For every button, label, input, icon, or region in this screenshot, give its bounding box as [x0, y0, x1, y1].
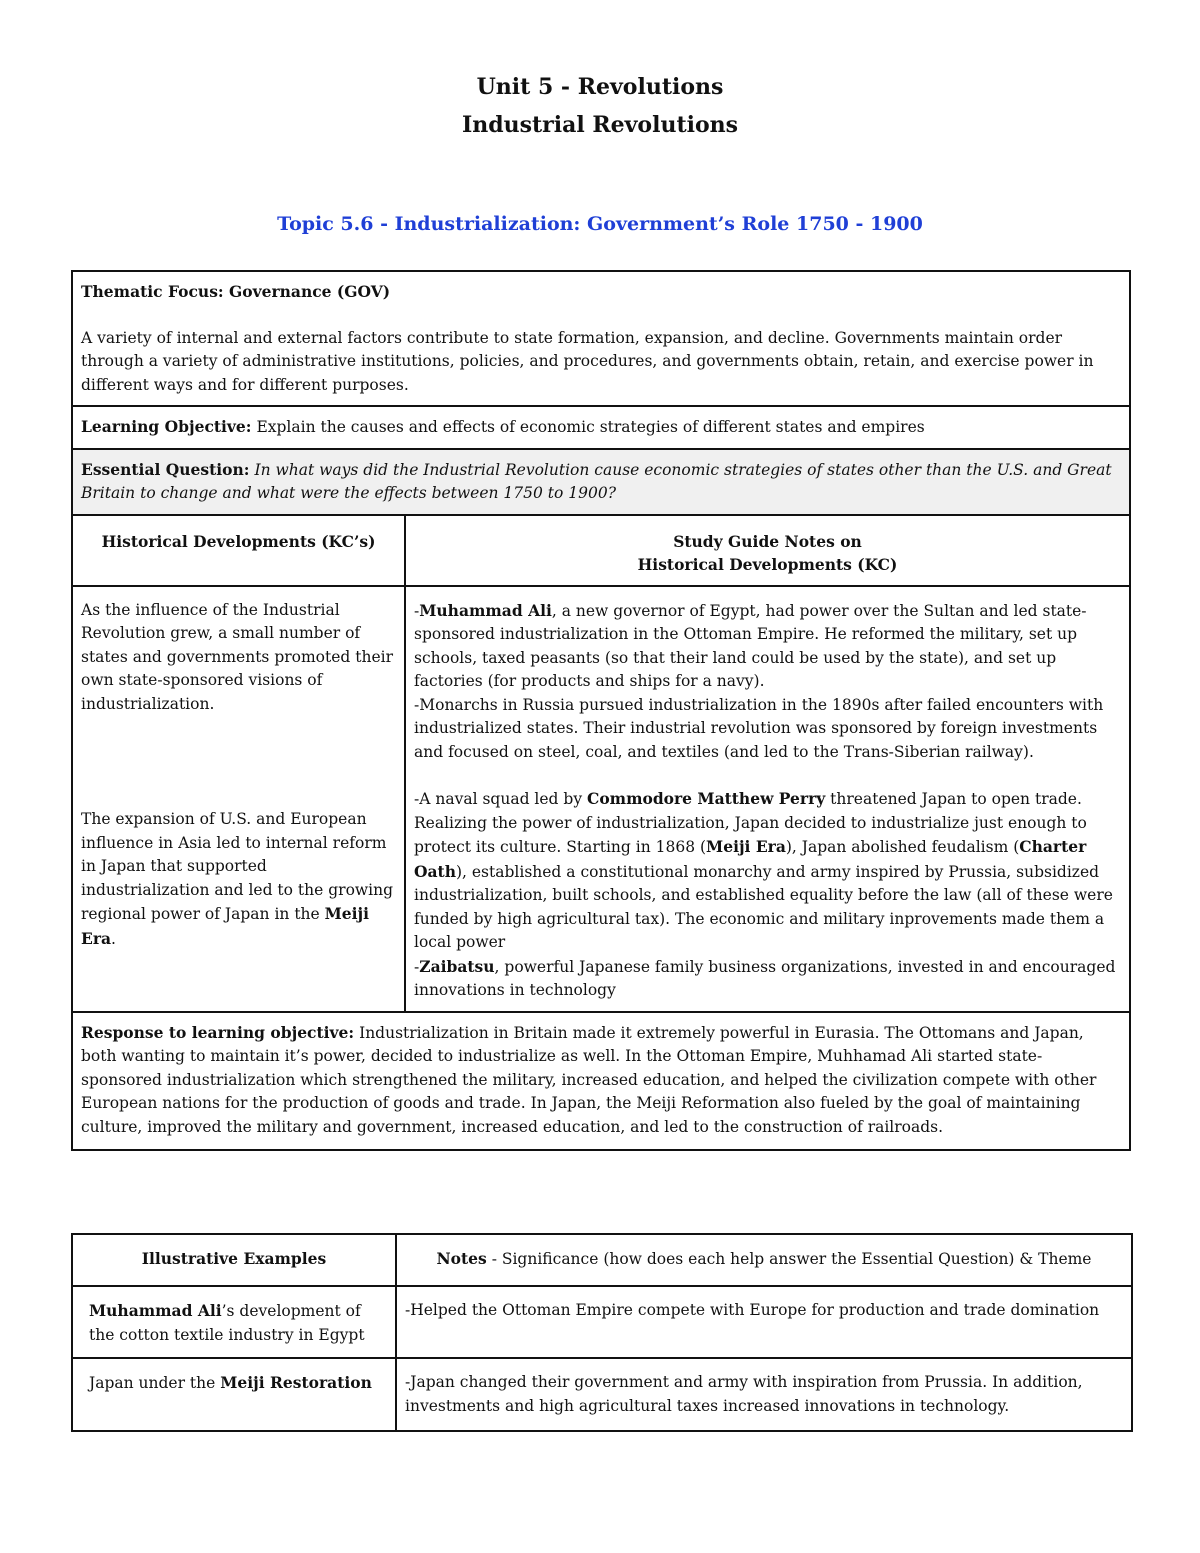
study-guide-table — [71, 270, 1131, 1151]
learning-objective-label: Learning Objective: — [81, 417, 252, 436]
response-label: Response to learning objective: — [81, 1022, 355, 1042]
topic-heading: Topic 5.6 - Industrialization: Government’s Role 1750 - 1900 — [277, 213, 923, 235]
notes-header-line2: Historical Developments (KC) — [637, 555, 898, 574]
example-note: -Helped the Ottoman Empire compete with Europe for production and trade domination — [396, 1286, 1132, 1358]
thematic-focus-text: A variety of internal and external factors contribute to state formation, expansion, and decline. Governments maintain order through a variety of administrative institutions, policies, and procedures, and governments obtain, retain, and exercise power in different ways and for different purposes. — [81, 328, 1094, 394]
example-text: ’s development of the cotton textile industry in Egypt — [89, 1302, 365, 1344]
thematic-focus-row — [72, 271, 1130, 406]
essential-question-row — [72, 449, 1130, 515]
notes-header-text: - Significance (how does each help answer the Essential Question) & Theme — [486, 1250, 1092, 1268]
notes-zaibatsu — [414, 955, 1119, 1003]
example-row — [72, 1286, 1132, 1358]
notes-dash: - — [414, 601, 420, 620]
learning-objective-row — [72, 406, 1130, 449]
notes-japan-text-2: threatened Japan to open trade. Realizing the power of industrialization, Japan decided to industrialize just enough to protect its culture. Starting in 1868 ( — [414, 790, 1087, 856]
notes-japan-text-4: ), established a constitutional monarchy and army inspired by Prussia, subsidized industrialization, built schools, and established equality before the law (all of these were funded by high agricultural tax). The economic and military inprovements made them a local power — [414, 862, 1113, 951]
perry-term: Commodore Matthew Perry — [587, 789, 826, 808]
unit-title: Unit 5 - Revolutions — [476, 74, 724, 100]
example-cell — [72, 1286, 396, 1358]
examples-header-row — [72, 1234, 1132, 1286]
charter-oath-term: Charter Oath — [414, 837, 1087, 881]
kc-1: As the influence of the Industrial Revolution grew, a small number of states and governments promoted their own state-sponsored visions of industrialization. — [81, 600, 394, 713]
learning-objective-cell — [72, 406, 1130, 449]
kc-2 — [81, 808, 394, 951]
essential-question-cell — [72, 449, 1130, 515]
response-cell — [72, 1012, 1130, 1151]
notes-label: Notes — [436, 1249, 487, 1268]
examples-header-left: Illustrative Examples — [72, 1234, 396, 1286]
notes-header-line1: Study Guide Notes on — [673, 531, 862, 551]
developments-body-row — [72, 586, 1130, 1012]
notes-zaibatsu-text: , powerful Japanese family business organizations, invested in and encouraged innovations in technology — [414, 957, 1116, 999]
notes-japan-text-3: ), Japan abolished feudalism ( — [785, 838, 1020, 856]
essential-question-text: In what ways did the Industrial Revolution cause economic strategies of states other than the U.S. and Great Britain to change and what were the effects between 1750 to 1900? — [81, 460, 1112, 502]
notes-cell — [405, 586, 1130, 1012]
example-row — [72, 1358, 1132, 1431]
kc-2-end: . — [111, 929, 116, 948]
page-subtitle: Industrial Revolutions — [461, 112, 739, 138]
notes-japan — [414, 787, 1119, 955]
developments-header-row — [72, 515, 1130, 586]
kc-2-text: The expansion of U.S. and European influence in Asia led to internal reform in Japan that supported industrialization and led to the growing regional power of Japan in the — [81, 810, 394, 923]
notes-japan-text-1: -A naval squad led by — [414, 790, 587, 808]
example-bold: Muhammad Ali — [89, 1301, 222, 1320]
example-note: -Japan changed their government and army with inspiration from Prussia. In addition, investments and high agricultural taxes increased innovations in technology. — [396, 1358, 1132, 1431]
learning-objective-text: Explain the causes and effects of economic strategies of different states and empires — [251, 418, 925, 436]
notes-ottoman-text: , a new governor of Egypt, had power over the Sultan and led state-sponsored industrialization in the Ottoman Empire. He reformed the military, set up schools, taxed peasants (so that their land could be used by the state), and set up factories (for products and ships for a navy). — [414, 601, 1087, 690]
thematic-focus-label: Thematic Focus: Governance (GOV) — [81, 282, 391, 301]
example-cell — [72, 1358, 396, 1431]
kc-2-bold: Meiji Era — [81, 904, 370, 948]
notes-russia: -Monarchs in Russia pursued industrialization in the 1890s after failed encounters with industrialized states. Their industrial revolution was sponsored by foreign investments and focused on steel, coal, and textiles (and led to the Trans-Siberian railway). — [414, 695, 1104, 761]
thematic-focus-cell — [72, 271, 1130, 406]
example-bold: Meiji Restoration — [220, 1373, 372, 1392]
notes-header — [405, 515, 1130, 586]
meiji-era-term: Meiji Era — [706, 837, 786, 856]
response-text: Industrialization in Britain made it extremely powerful in Eurasia. The Ottomans and Japan, both wanting to maintain it’s power, decided to industrialize as well. In the Ottoman Empire, Muhhamad Ali started state-sponsored industrialization which strengthened the military, increased education, and helped the civilization compete with other European nations for the production of goods and trade. In Japan, the Meiji Reformation also fueled by the goal of maintaining culture, improved the military and government, increased education, and led to the construction of railroads. — [81, 1023, 1097, 1136]
example-text: Japan under the — [89, 1374, 221, 1392]
kc-header: Historical Developments (KC’s) — [72, 515, 405, 586]
kc-cell — [72, 586, 405, 1012]
notes-ottoman — [414, 599, 1119, 694]
response-row — [72, 1012, 1130, 1151]
zaibatsu-term: Zaibatsu — [419, 956, 495, 976]
examples-header-right — [396, 1234, 1132, 1286]
muhammad-ali-term: Muhammad Ali — [419, 600, 552, 620]
notes-dash: - — [414, 957, 420, 976]
essential-question-label: Essential Question: — [81, 459, 250, 479]
illustrative-examples-table — [71, 1233, 1133, 1432]
